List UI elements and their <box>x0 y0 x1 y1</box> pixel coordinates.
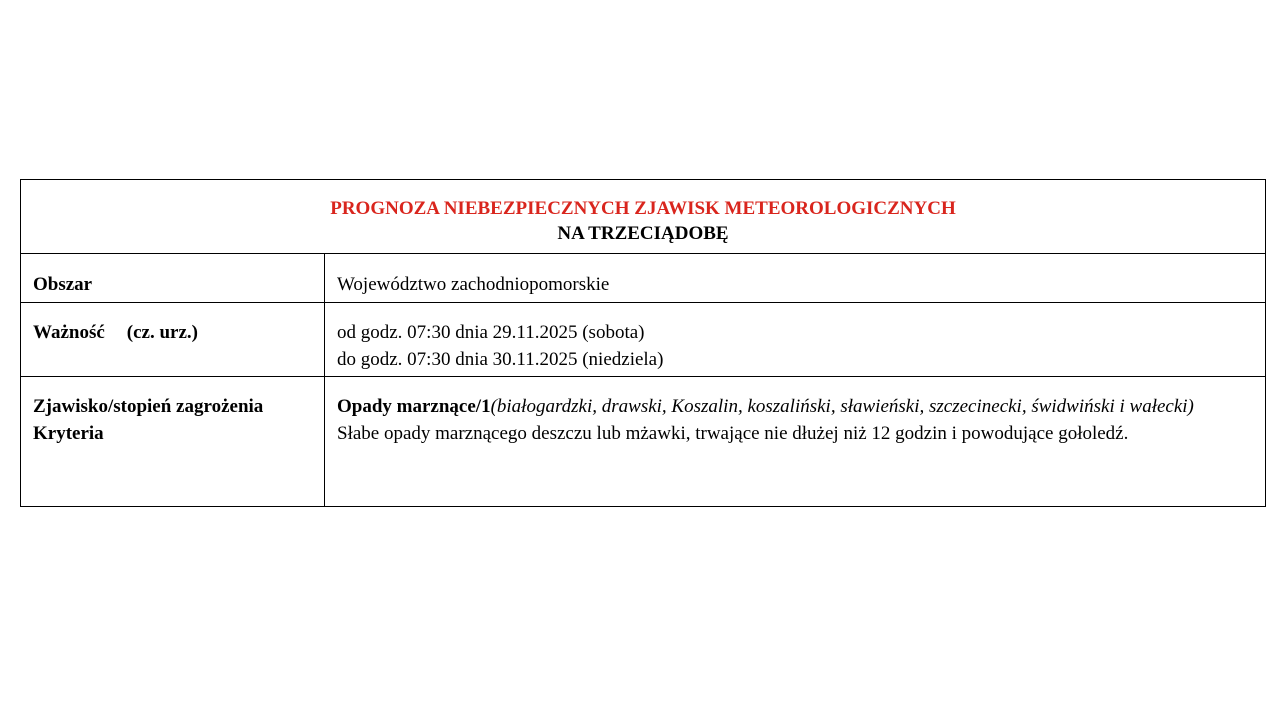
waznosc-label-cell <box>21 303 325 377</box>
kryteria-label: Kryteria <box>33 423 104 444</box>
waznosc-label: Ważność <box>33 322 105 343</box>
warning-subtitle: NA TRZECIĄDOBĘ <box>557 223 729 244</box>
zjawisko-value-cell <box>325 377 1266 507</box>
affected-counties: (białogardzki, drawski, Koszalin, koszaliński, sławieński, szczecinecki, świdwiński i wałecki) <box>490 396 1194 417</box>
table-row-obszar <box>21 254 1266 303</box>
waznosc-from: od godz. 07:30 dnia 29.11.2025 (sobota) <box>337 322 645 343</box>
title-cell <box>21 180 1266 254</box>
phenomenon-name: Opady marznące/1 <box>337 396 491 417</box>
table-row-waznosc <box>21 303 1266 377</box>
obszar-label-cell <box>21 254 325 303</box>
zjawisko-label-cell <box>21 377 325 507</box>
warning-title: PROGNOZA NIEBEZPIECZNYCH ZJAWISK METEOROLOGICZNYCH <box>330 198 956 219</box>
title-row <box>21 180 1266 254</box>
waznosc-to: do godz. 07:30 dnia 30.11.2025 (niedziela) <box>337 349 664 370</box>
obszar-value: Województwo zachodniopomorskie <box>337 274 610 295</box>
criteria-text: Słabe opady marznącego deszczu lub mżawki, trwające nie dłużej niż 12 godzin i powodujące gołoledź. <box>337 423 1129 444</box>
zjawisko-label: Zjawisko/stopień zagrożenia <box>33 396 264 417</box>
table-row-zjawisko <box>21 377 1266 507</box>
warning-table <box>20 179 1266 507</box>
phenomenon-line <box>337 393 1253 420</box>
waznosc-value-cell <box>325 303 1266 377</box>
waznosc-label-suffix: (cz. urz.) <box>126 322 198 343</box>
obszar-label: Obszar <box>33 274 93 295</box>
obszar-value-cell <box>325 254 1266 303</box>
